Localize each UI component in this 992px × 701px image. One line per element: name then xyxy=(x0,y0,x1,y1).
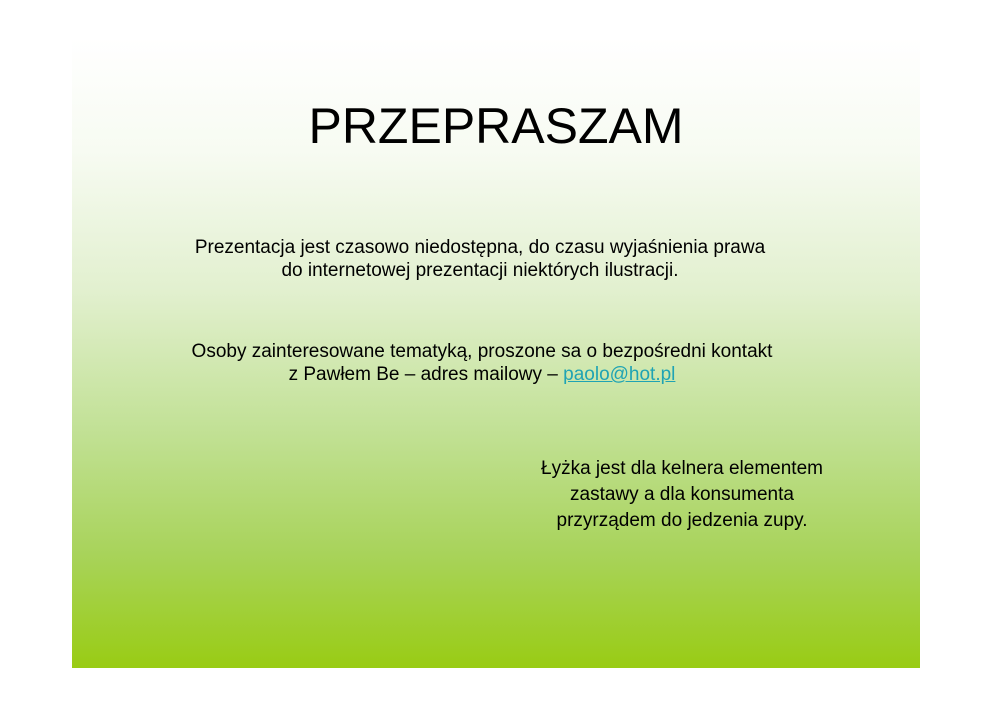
notice-line-1: Prezentacja jest czasowo niedostępna, do czasu wyjaśnienia prawa xyxy=(194,237,766,258)
slide xyxy=(72,38,920,668)
contact-line-2-text: z Pawłem Be – adres mailowy – xyxy=(288,364,564,385)
contact-line-1: Osoby zainteresowane tematyką, proszone sa o bezpośredni kontakt xyxy=(191,341,773,362)
contact-info xyxy=(58,340,906,386)
contact-line-2 xyxy=(58,363,906,386)
quote-line-3: przyrządem do jedzenia zupy. xyxy=(556,510,808,531)
quote-line-1: Łyżka jest dla kelnera elementem xyxy=(541,458,823,479)
notice-line-2: do internetowej prezentacji niektórych ilustracji. xyxy=(281,260,679,281)
quote-line-2: zastawy a dla konsumenta xyxy=(570,484,794,505)
email-link[interactable]: paolo@hot.pl xyxy=(563,364,676,385)
slide-title: PRZEPRASZAM xyxy=(308,98,684,154)
spoon-quote xyxy=(506,456,858,534)
unavailability-notice xyxy=(56,236,904,282)
